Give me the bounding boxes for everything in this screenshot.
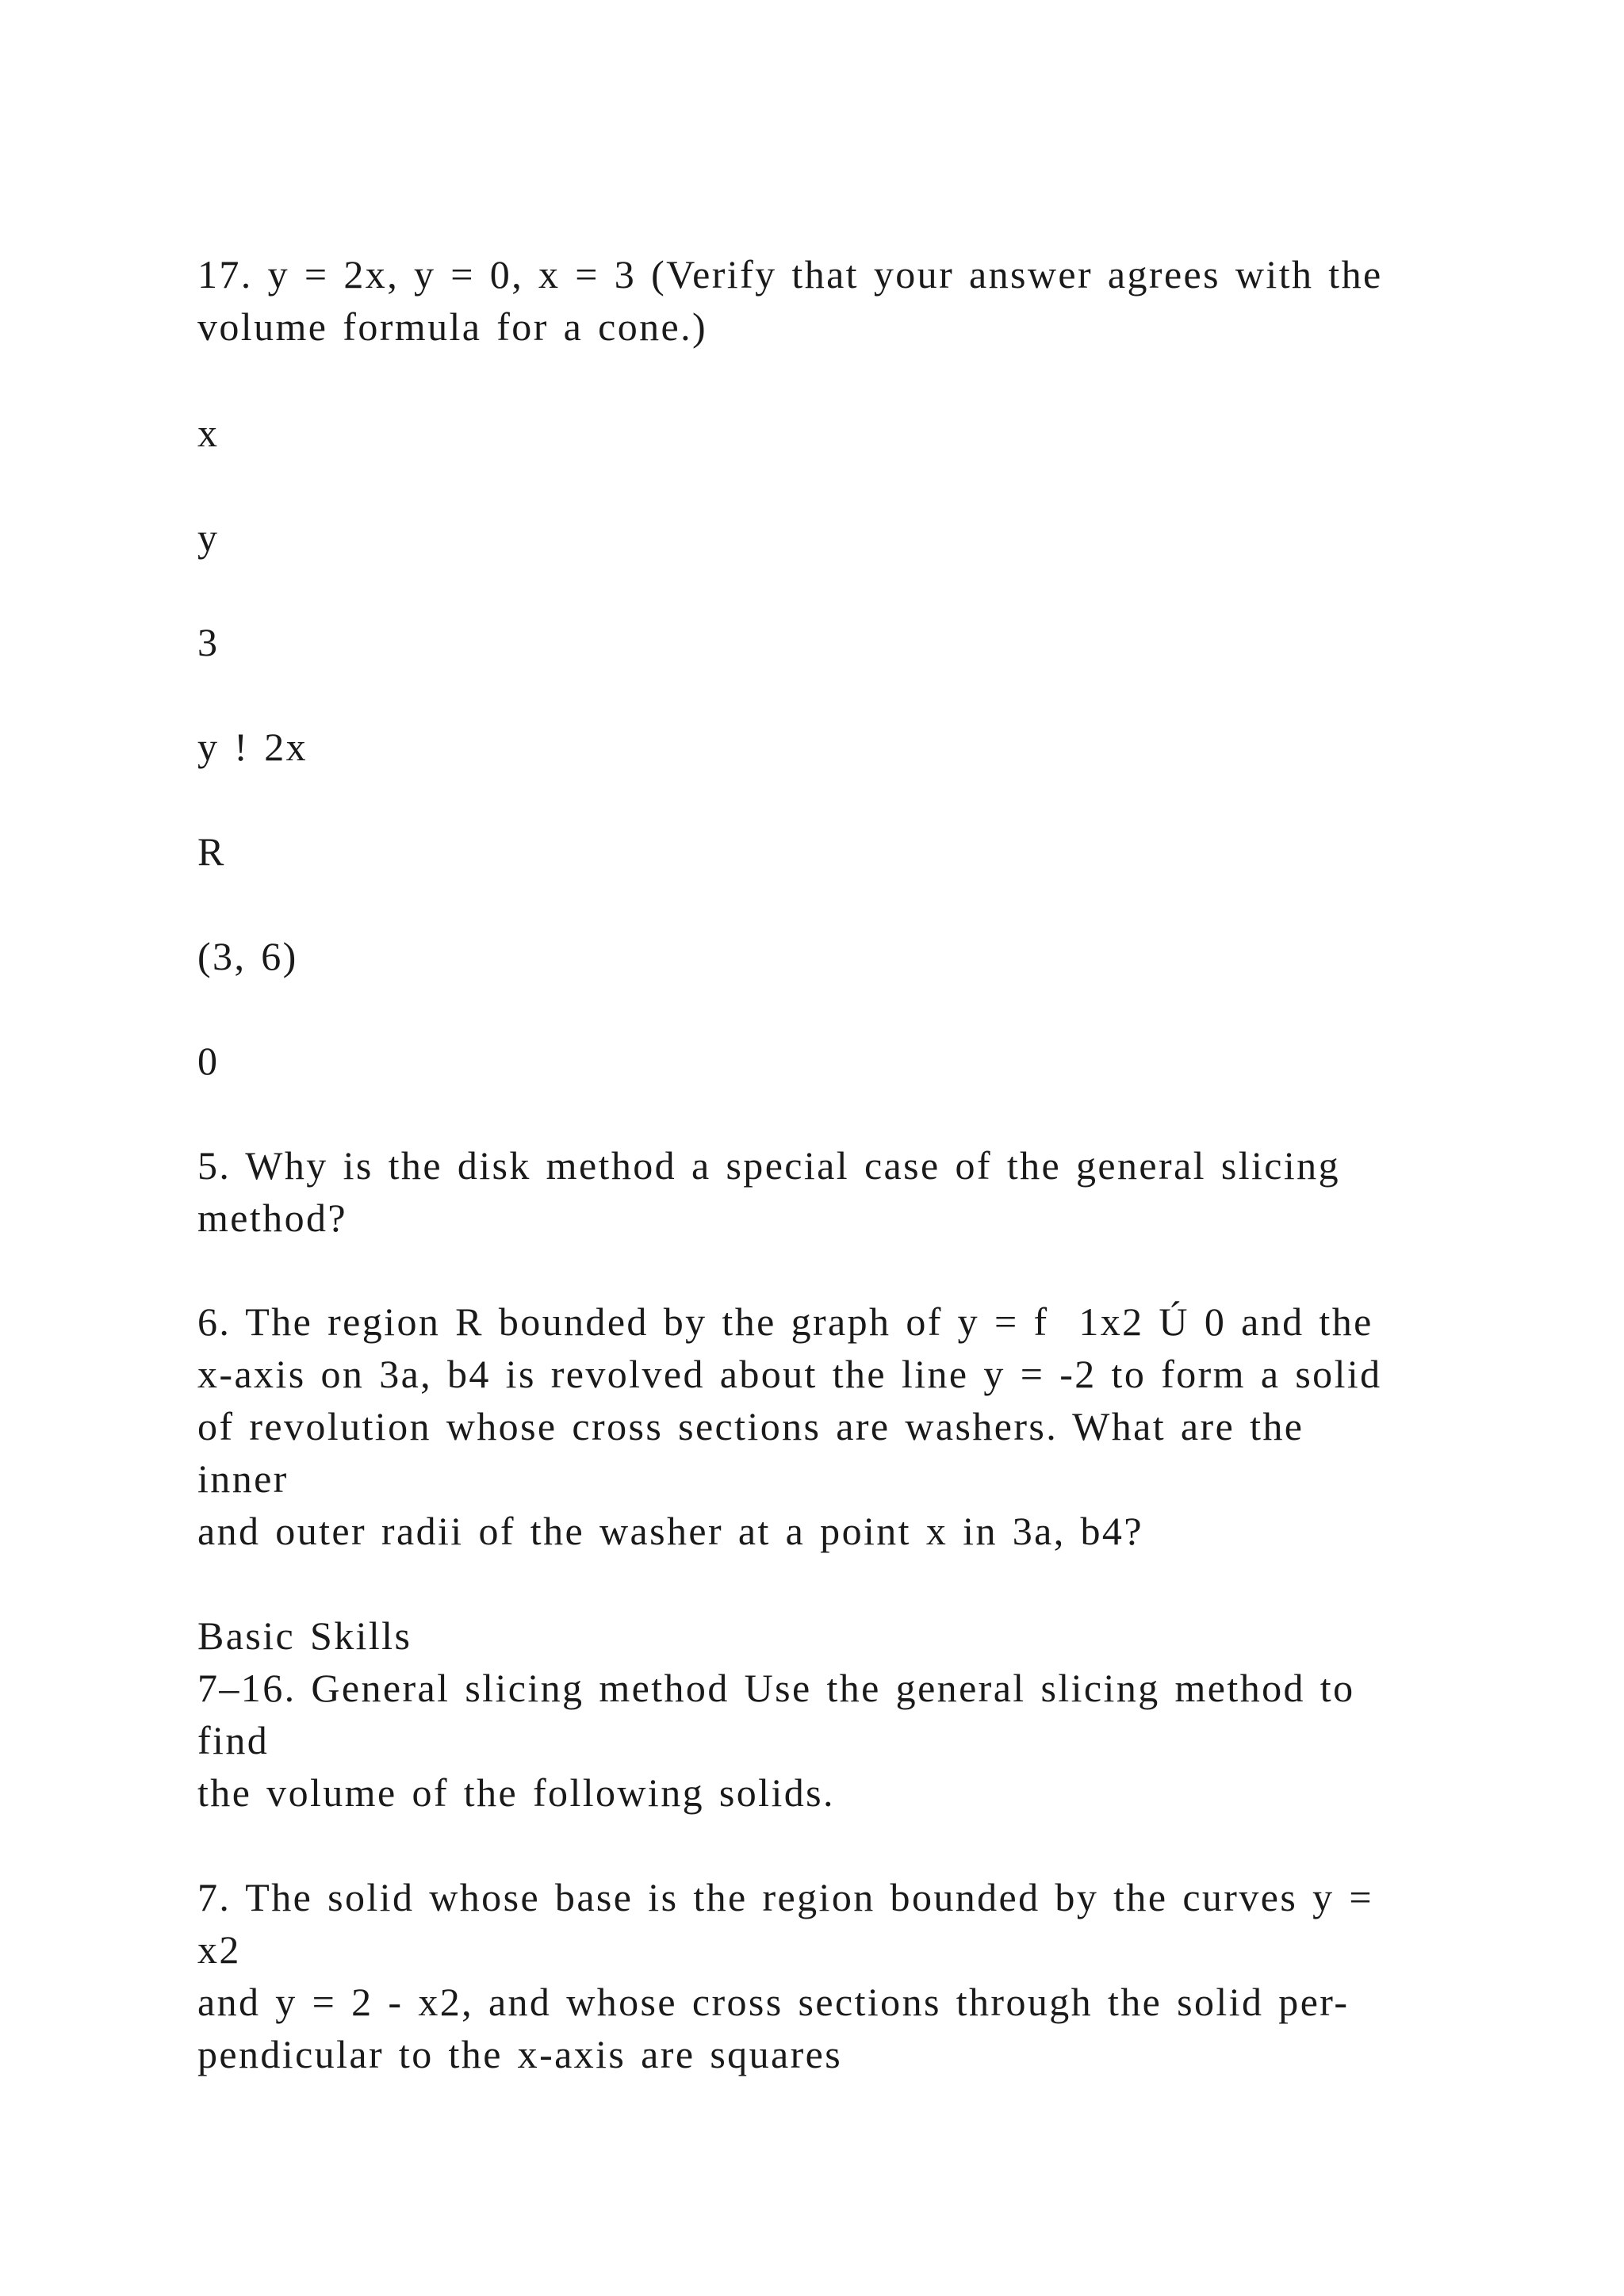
exercise-7-line-2: x2 — [197, 1927, 241, 1972]
exercises-7-16-line-3: the volume of the following solids. — [197, 1770, 835, 1815]
question-5-line-1: 5. Why is the disk method a special case of the general slicing — [197, 1143, 1340, 1188]
exercise-17-line-2: volume formula for a cone.) — [197, 304, 708, 349]
exercise-7-line-1: 7. The solid whose base is the region bounded by the curves y = — [197, 1875, 1374, 1919]
question-6-line-4: inner — [197, 1456, 289, 1501]
figure-label-origin: 0 — [197, 1039, 220, 1083]
question-6-line-2: x-axis on 3a, b4 is revolved about the line y = -2 to form a solid — [197, 1352, 1382, 1396]
exercise-17-line-1: 17. y = 2x, y = 0, x = 3 (Verify that your answer agrees with the — [197, 252, 1383, 297]
figure-label-region: R — [197, 829, 226, 874]
question-5-line-2: method? — [197, 1196, 347, 1240]
figure-label-x: x — [197, 411, 220, 455]
question-6-line-1: 6. The region R bounded by the graph of y = f 1x2 Ú 0 and the — [197, 1299, 1373, 1344]
exercise-7-line-4: pendicular to the x-axis are squares — [197, 2032, 843, 2076]
figure-label-3: 3 — [197, 620, 220, 664]
exercises-7-16-line-1: 7–16. General slicing method Use the general slicing method to — [197, 1666, 1355, 1710]
question-6-line-5: and outer radii of the washer at a point x in 3a, b4? — [197, 1509, 1143, 1553]
figure-label-equation: y ! 2x — [197, 725, 308, 769]
exercises-7-16-line-2: find — [197, 1718, 270, 1762]
question-6-line-3: of revolution whose cross sections are washers. What are the — [197, 1404, 1304, 1448]
figure-label-point: (3, 6) — [197, 934, 298, 978]
exercise-7-line-3: and y = 2 - x2, and whose cross sections through the solid per- — [197, 1980, 1350, 2024]
figure-label-y: y — [197, 515, 220, 560]
section-heading-basic-skills: Basic Skills — [197, 1613, 412, 1658]
